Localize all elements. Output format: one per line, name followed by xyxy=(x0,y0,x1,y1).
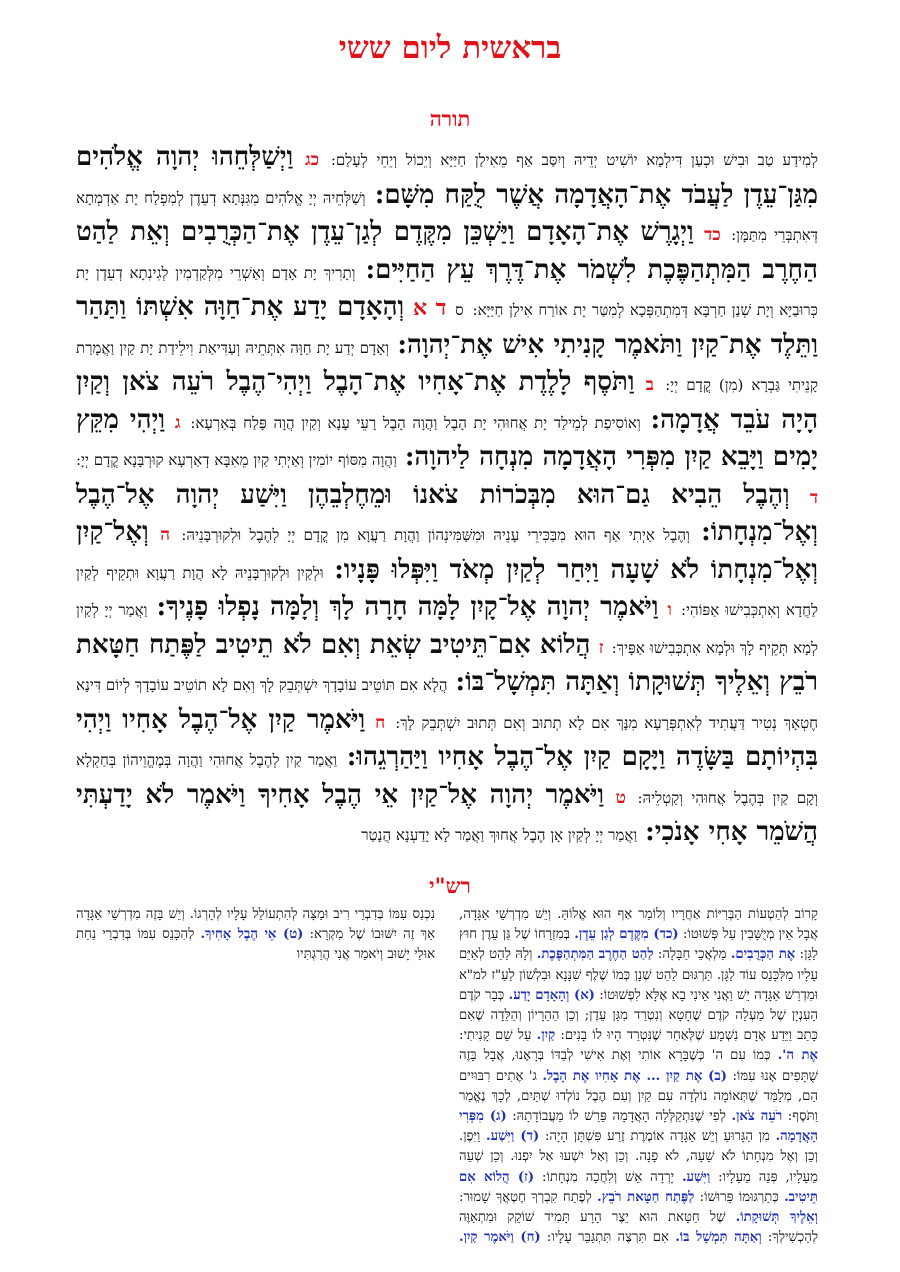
rashi-heading-word: וְאַתָּה תִּמְשָׁל בּוֹ. xyxy=(675,1230,762,1246)
targum-text: הֲלָא אִם תּוֹטֵיב עוֹבָדָךְ יִשְׁתְּבֵק לָךְ וְאִם לָא תוֹטֵיב עוֹבָדָךְ לְיוֹם דִּינָא חֶטְאָךְ נְטִיר דַּעֲתִיד לְאִתְפְּרָעָא מִנָּךְ אִם לָא תְתוּב וְאִם תְּתוּב יִשְׁתְּבֵק לָךְ: xyxy=(76,676,819,732)
targum-text: וַיִּפֶן. וְכֵן וְאֶל מִנְחָתוֹ לֹא שָׁעָה, לֹא פָנָה. וְכֵן וְאַל יִשְׁעוּ אַל יִפְנוּ. וְכֵן שְׁעֵה מֵעָלָיו, פְּנֵה מֵעָלָיו: xyxy=(459,1129,818,1185)
targum-text: קָרוֹב לְהַטְעוֹת הַבְּרִיּוֹת אַחֲרָיו וְלוֹמַר אַף הוּא אֱלוֹהַּ. וְיֵשׁ מִדְרְשֵׁי אַגָּדָה, אֲבָל אֵין מְיֻשָּׁבִין עַל פְּשׁוּטוֹ: xyxy=(459,907,818,943)
rashi-heading-word: (ח) וַיֹּאמֶר קַיִן. xyxy=(459,1230,541,1246)
targum-text: מַלְאֲכֵי חַבָּלָה: xyxy=(657,947,727,963)
targum-text: וְלָהּ לַהַט לְאַיֵּם עָלָיו מִלִּכָּנֵס עוֹד לַגָּן. תַּרְגּוּם לַהַט שְׁנָן כְּמוֹ שֶׁלֶף שִׁנָּנָא וּבִלְשׁוֹן לַעַ"ז למ"א וּמִדְרַשׁ אַגָּדָה יֵשׁ וַאֲנִי אֵינִי בָא אֶלָּא לִפְשׁוּטוֹ: xyxy=(459,947,818,1003)
verse-number: ג xyxy=(174,412,181,433)
rashi-heading-word: (ט) אֵי הֶבֶל אָחִיךָ. xyxy=(200,927,304,943)
targum-text: יָרְדָה אֵשׁ וְלִחֲכָה מִנְחָתוֹ: xyxy=(542,1169,675,1185)
verse-number: ב xyxy=(645,375,654,395)
targum-text: שֶׁל חַטָּאת הוּא יֵצֶר הָרָע תָּמִיד שׁוֹקֵק וּמִתְאַוֶּה לְהַכְשִׁילְךָ: xyxy=(459,1210,818,1246)
targum-text: לְפֶתַח קִבְרְךָ חֶטְאֲךָ שָׁמוּר: xyxy=(459,1189,592,1205)
verse-number: ח xyxy=(375,712,386,733)
targum-text: מִן הַגָּרוּעַ וְיֵשׁ אַגָּדָה אוֹמֶרֶת זֶרַע פִּשְׁתָּן הָיָה: xyxy=(544,1129,770,1145)
verse-number: ד xyxy=(809,487,818,508)
targum-text: בְּמִזְרָחוֹ שֶׁל גַּן עֵדֶן חוּץ לַגָּן: xyxy=(459,927,818,963)
rashi-heading-word: לַפֶּתַח חַטָּאת רֹבֵץ. xyxy=(597,1189,695,1205)
rashi-heading-word: קַיִן. xyxy=(536,1028,556,1044)
verse-text: וְהֶבֶל הֵבִיא גַם־הוּא מִבְּכֹרוֹת צֹאנוֹ וּמֵחֶלְבֵהֶן וַיִּשַׁע יְהוָה אֶל־הֶבֶל וְאֶל־מִנְחָתוֹ: xyxy=(76,479,818,547)
verse-text: וַיְשַׁלְּחֵהוּ יְהוָה אֱלֹהִים מִגַּן־עֵדֶן לַעֲבֹד אֶת־הָאֲדָמָה אֲשֶׁר לֻקַּח מִשָּׁם: xyxy=(76,142,818,210)
targum-text: כְּבָר קֹדֶם הָעִנְיָן שֶׁל מַעְלָה קֹדֶם שֶׁחָטָא וְנִטְרַד מִגַּן עֵדֶן; וְכֵן הַהֵרָיוֹן וְהַלֵּדָה שֶׁאִם כָּתַב וַיֵּדַע אָדָם נִשְׁמָע שֶׁלְּאַחַר שֶׁנִּטְרַד הָיוּ לוֹ בָנִים: xyxy=(459,987,818,1044)
verse-number: כג xyxy=(305,150,319,170)
page-title: בראשית ליום ששי xyxy=(338,30,562,66)
verse-number: כד xyxy=(704,225,721,245)
targum-text: לְהִכָּנֵס עִמּוֹ בְּדִבְרֵי נַחַת אוּלַי יָשׁוּב וְיֹאמַר אֲנִי הֲרַגְתִּיו xyxy=(76,927,435,963)
verse-number: ה xyxy=(160,525,170,545)
verse-text: וַיֹּאמֶר יְהוָה אֶל־קָיִן לָמָּה חָרָה לָךְ וְלָמָּה נָפְלוּ פָנֶיךָ: xyxy=(156,592,659,622)
rashi-heading-word: וַיִּשַׁע. xyxy=(681,1169,711,1185)
targum-text: וַאֲמַר קַיִן לְהֶבֶל אֲחוּהִי וַהֲוָה בְּמֶהֱוֵיהוֹן בְּחַקְלָא וְקָם קַיִן בְּהֶבֶל אֲחוּהִי וְקַטְלֵיהּ: xyxy=(76,751,818,807)
targum-text: וְתָרִיךְ יָת אָדָם וְאַשְׁרֵי מִלְּקַדְמִין לְגִינִתָא דְעֵדֶן יָת כְּרוּבַיָּא וְיָת שְׁנַן חַרְבָּא דְּמִתְהַפְּכָא לְמִטַּר יָת אוֹרַח אִילַן חַיַּיָּא: xyxy=(76,263,819,319)
targum-text: ס xyxy=(455,301,464,319)
rashi-heading-word: (ג) מִפְּרִי הָאֲדָמָה. xyxy=(459,1109,818,1145)
verse-text: וְאֶל־קַיִן וְאֶל־מִנְחָתוֹ לֹא שָׁעָה וַיִּחַר לְקַיִן מְאֹד וַיִּפְּלוּ פָּנָיו: xyxy=(76,517,818,585)
targum-text: כְּתַרְגּוּמוֹ פֵּרוּשׁוֹ: xyxy=(699,1189,779,1205)
targum-text: וְאָדָם יְדַע יָת חַוָּה אִתְּתֵיהּ וְעַדִּיאַת וִילֵידַת יָת קַיִן וַאֲמָרַת קָנֵיתִי גַּבְרָא (מִן) קֳדָם יְיָ: xyxy=(76,338,818,394)
targum-text: ג' אֶתִים רִבּוּיִים הֵם, מְלַמֵּד שֶׁתְּאוֹמָה נוֹלְדָה עִם קַיִן וְעִם הֶבֶל נוֹלְדוּ שְׁתַּיִם, לְכָךְ נֶאֱמַר וַתֹּסֶף: xyxy=(459,1068,818,1125)
verse-text: וְהָאָדָם יָדַע אֶת־חַוָּה אִשְׁתּוֹ וַתַּהַר וַתֵּלֶד אֶת־קַיִן וַתֹּאמֶר קָנִיתִי אִישׁ אֶת־יְהוָה: xyxy=(76,292,818,360)
rashi-heading-word: לַהַט הַחֶרֶב הַמִּתְהַפֶּכֶת. xyxy=(536,947,654,963)
verse-number: ז xyxy=(598,637,604,658)
targum-text: וַאֲמַר יְיָ לְקַיִן לְמָא תְּקֵיף לָךְ וּלְמָא אִתְכְּבִישׁוּ אַפָּיךְ: xyxy=(76,601,818,657)
targum-text: כְּמוֹ עִם ה' כְּשֶׁבָּרָא אוֹתִי וְאֶת אִישִׁי לְבַדּוֹ בְּרָאָנוּ, אֲבָל בָּזֶה שֻׁתָּפִים אָנוּ עִמּוֹ: xyxy=(459,1048,818,1084)
targum-text: לְפִי שֶׁנִּתְקַלְּלָה הָאֲדָמָה פֵּרַשׁ לוֹ מֵעֲבוֹדָתָהּ: xyxy=(512,1109,726,1125)
rashi-heading-word: (ד) וַיִּשַׁע. xyxy=(486,1129,540,1145)
rashi-commentary xyxy=(76,905,818,1255)
targum-text: עַל שֵׁם קָנִיתִי: xyxy=(459,1028,532,1044)
verse-number: ט xyxy=(615,787,626,808)
verse-text: וַיְגָרֶשׁ אֶת־הָאָדָם וַיַּשְׁכֵּן מִקֶּדֶם לְגַן־עֵדֶן אֶת־הַכְּרֻבִים וְאֵת לַהַט הַחֶרֶב הַמִּתְהַפֶּכֶת לִשְׁמֹר אֶת־דֶּרֶךְ עֵץ הַחַיִּים: xyxy=(76,217,818,285)
targum-text: וְאוֹסִיפַת לְמֵילַד יָת אֲחוּהִי יָת הָבֶל וַהֲוָה הָבֶל רָעֵי עָנָא וְקַיִן הֲוָה פָּלַח בְּאַרְעָא: xyxy=(190,413,641,432)
rashi-heading-word: רֹעֵה צֹאן. xyxy=(731,1109,783,1125)
targum-text: אִם תִּרְצֶה תִּתְגַּבֵּר עָלָיו: xyxy=(546,1230,669,1246)
chapter-marker: ד א xyxy=(413,295,447,321)
targum-text: וַאֲמַר יְיָ לְקַיִן אָן הֶבֶל אֲחוּךְ וַאֲמַר לָא יָדַעְנָא הֲנָטַר xyxy=(361,826,638,844)
torah-text xyxy=(76,140,818,853)
rashi-heading-word: (ב) אֶת קַיִן ... אֶת אָחִיו אֶת הָבֶל. xyxy=(542,1068,728,1084)
rashi-heading-word: אֶת ה'. xyxy=(777,1048,818,1064)
verse-text: וַיֹּאמֶר יְהוָה אֶל־קַיִן אֵי הֶבֶל אָחִיךָ וַיֹּאמֶר לֹא יָדַעְתִּי הֲשֹׁמֵר אָחִי אָנֹכִי: xyxy=(76,779,818,847)
verse-text: הֲלוֹא אִם־תֵּיטִיב שְׂאֵת וְאִם לֹא תֵיטִיב לַפֶּתַח חַטָּאת רֹבֵץ וְאֵלֶיךָ תְּשׁוּקָתוֹ וְאַתָּה תִּמְשָׁל־בּוֹ: xyxy=(76,629,818,697)
rashi-heading-word: אֶת הַכְּרֻבִים. xyxy=(730,947,796,963)
verse-number: ו xyxy=(667,600,672,620)
rashi-heading-word: (ז) הֲלוֹא אִם תֵּיטִיב. xyxy=(459,1169,818,1205)
targum-text: וְהֶבֶל אַיְתִי אַף הוּא מִבַּכִּירֵי עָנֵיהּ וּמִשַּׁמִּינְהוֹן וַהֲוָת רַעֲוָא מִן קֳדָם יְיָ לְהֶבֶל וּלְקוּרְבָּנֵיהּ: xyxy=(181,526,690,544)
targum-text: וּלְקַיִן וּלְקוּרְבָּנֵיהּ לָא הֲוָת רַעֲוָא וּתְקֵיף לְקַיִן לַחֲדָא וְאִתְכְּבִישׁוּ אַפּוֹהִי: xyxy=(76,563,819,619)
targum-text: וַהֲוָה מִסּוֹף יוֹמִין וְאַיְתִי קַיִן מֵאִבָּא דְאַרְעָא קוּרְבָּנָא קֳדָם יְיָ: xyxy=(76,451,397,469)
verse-text: וַתֹּסֶף לָלֶדֶת אֶת־אָחִיו אֶת־הָבֶל וַיְהִי־הֶבֶל רֹעֵה צֹאן וְקַיִן הָיָה עֹבֵד אֲדָמָה: xyxy=(76,367,819,435)
targum-text: לְמִידַע טַב וּבִישׁ וּכְעַן דִּילְמָא יוֹשִׁיט יְדֵיהּ וְיִסַּב אַף מֵאִילַן חַיַּיָּא וְיֵכוֹל וְיֵחֵי לְעָלַם: xyxy=(330,151,819,169)
rashi-heading-word: (א) וְהָאָדָם יָדַע. xyxy=(508,987,595,1003)
targum-text: וְשַׁלְּחֵיהּ יְיָ אֱלֹהִים מִגִּנְּתָא דְעֵדֶן לְמִפְלַח יָת אַדְמְתָא דְּאִתְבְּרֵי מִתַּמָּן: xyxy=(76,188,818,244)
targum-text: נִכְנַס עִמּוֹ בְּדִבְרֵי רִיב וּמַצָּה לְהִתְעוֹלֵל עָלָיו לְהָרְגוֹ. וְיֵשׁ בָּזֶה מִדְרְשֵׁי אַגָּדָה אַךְ זֶה יִשּׁוּבוֹ שֶׁל מִקְרָא: xyxy=(76,907,435,943)
torah-section-heading: תורה xyxy=(429,106,471,131)
verse-text: וַיֹּאמֶר קַיִן אֶל־הֶבֶל אָחִיו וַיְהִי בִּהְיוֹתָם בַּשָּׂדֶה וַיָּקָם קַיִן אֶל־הֶבֶל אָחִיו וַיַּהַרְגֵהוּ: xyxy=(76,704,818,772)
rashi-heading-word: וְאֵלֶיךָ תְּשׁוּקָתוֹ. xyxy=(735,1210,818,1226)
rashi-section-heading: רש"י xyxy=(429,873,471,898)
rashi-heading-word: (כד) מִקֶּדֶם לְגַן עֵדֶן. xyxy=(574,927,679,943)
rashi-paragraph xyxy=(76,905,818,1255)
verse-text: וַיְהִי מִקֵּץ יָמִים וַיָּבֵא קַיִן מִפְּרִי הָאֲדָמָה מִנְחָה לַיהוָה: xyxy=(76,404,818,472)
